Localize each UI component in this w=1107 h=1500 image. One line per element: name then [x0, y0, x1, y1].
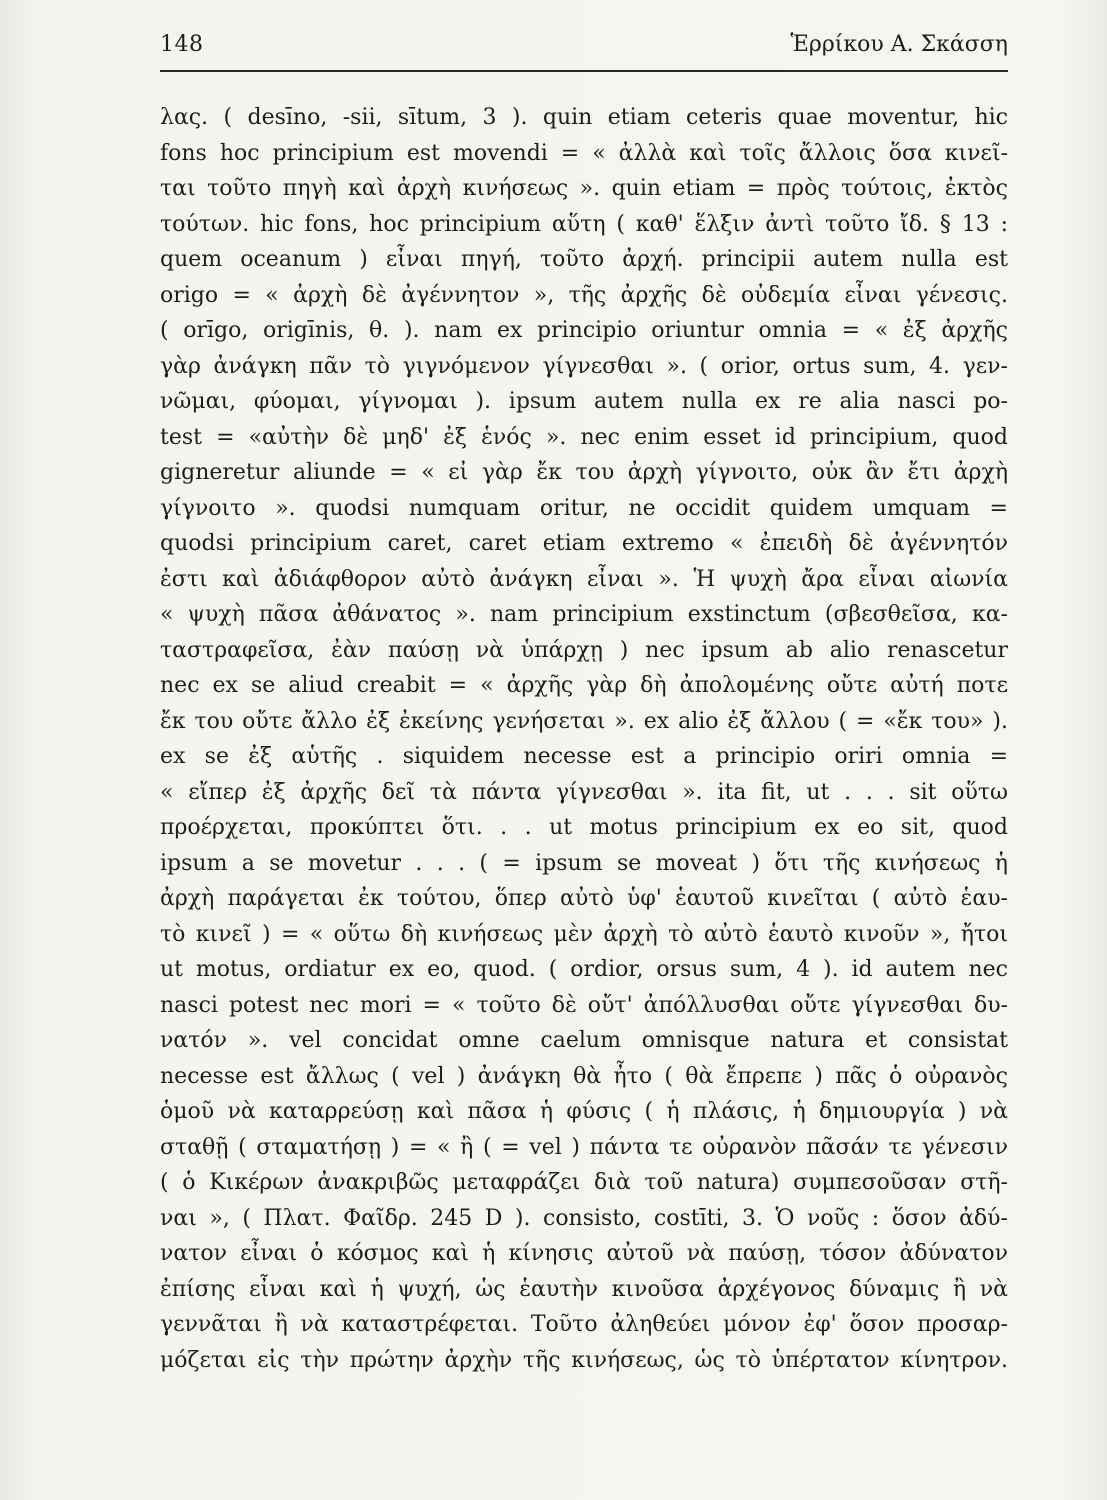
text-line: origo = « ἀρχὴ δὲ ἀγέννητον », τῆς ἀρχῆς δὲ οὐδεμία εἶναι γένεσις.	[160, 282, 1008, 308]
text-line: gigneretur aliunde = « εἰ γὰρ ἔκ του ἀρχὴ γίγνοιτο, οὐκ ἂν ἔτι ἀρχὴ	[160, 460, 1008, 485]
text-line: ναι », ( Πλατ. Φαῖδρ. 245 D ). consisto, costīti, 3. Ὁ νοῦς : ὅσον ἀδύ-	[160, 1205, 1008, 1231]
running-head: Ἑρρίκου Α. Σκάσση	[790, 32, 1008, 57]
text-line: νατόν ». vel concidat omne caelum omnisque natura et consistat	[160, 1028, 1008, 1053]
text-line: « ψυχὴ πᾶσα ἀθάνατος ». nam principium exstinctum (σβεσθεῖσα, κα-	[160, 602, 1008, 627]
text-line: τὸ κινεῖ ) = « οὕτω δὴ κινήσεως μὲν ἀρχὴ τὸ αὐτὸ ἑαυτὸ κινοῦν », ἤτοι	[160, 921, 1008, 947]
text-line: ὁμοῦ νὰ καταρρεύσῃ καὶ πᾶσα ἡ φύσις ( ἡ πλάσις, ἡ δημιουργία ) νὰ	[160, 1099, 1008, 1124]
text-line: fons hoc principium est movendi = « ἀλλὰ καὶ τοῖς ἄλλοις ὅσα κινεῖ-	[160, 140, 1008, 166]
text-line: ταστραφεῖσα, ἐὰν παύσῃ νὰ ὑπάρχῃ ) nec ipsum ab alio renascetur	[160, 637, 1008, 663]
text-line: ἔκ του οὔτε ἄλλο ἐξ ἐκείνης γενήσεται ». ex alio ἐξ ἄλλου ( = «ἔκ του» ).	[160, 708, 1008, 734]
text-line: ( ὁ Κικέρων ἀνακριβῶς μεταφράζει διὰ τοῦ natura) συμπεσοῦσαν στῆ-	[160, 1170, 1008, 1195]
text-line: test = «αὐτὴν δὲ μηδ' ἐξ ἑνός ». nec enim esset id principium, quod	[160, 424, 1008, 450]
text-line: γὰρ ἀνάγκη πᾶν τὸ γιγνόμενον γίγνεσθαι ». ( orior, ortus sum, 4. γεν-	[160, 353, 1008, 379]
text-line: ται τοῦτο πηγὴ καὶ ἀρχὴ κινήσεως ». quin etiam = πρὸς τούτοις, ἐκτὸς	[160, 176, 1008, 201]
text-line: νῶμαι, φύομαι, γίγνομαι ). ipsum autem nulla ex re alia nasci po-	[160, 389, 1008, 414]
page-number: 148	[160, 32, 204, 57]
page-header	[160, 28, 1008, 68]
text-line: necesse est ἄλλως ( vel ) ἀνάγκη θὰ ἦτο ( θὰ ἔπρεπε ) πᾶς ὁ οὐρανὸς	[160, 1063, 1008, 1089]
text-line: ( orīgo, origīnis, θ. ). nam ex principio oriuntur omnia = « ἐξ ἀρχῆς	[160, 318, 1008, 343]
text-line: μόζεται εἰς τὴν πρώτην ἀρχὴν τῆς κινήσεως, ὡς τὸ ὑπέρτατον κίνητρον.	[160, 1347, 1008, 1373]
text-line: ἐστι καὶ ἀδιάφθορον αὐτὸ ἀνάγκη εἶναι ». Ἡ ψυχὴ ἄρα εἶναι αἰωνία	[160, 566, 1008, 592]
text-line: γεννᾶται ἢ νὰ καταστρέφεται. Τοῦτο ἀληθεύει μόνον ἐφ' ὅσον προσαρ-	[160, 1312, 1008, 1337]
text-line: quodsi principium caret, caret etiam extremo « ἐπειδὴ δὲ ἀγέννητόν	[160, 531, 1008, 556]
header-rule	[160, 70, 1008, 72]
text-line: προέρχεται, προκύπτει ὅτι. . . ut motus principium ex eo sit, quod	[160, 815, 1008, 840]
text-line: ἀρχὴ παράγεται ἐκ τούτου, ὅπερ αὐτὸ ὑφ' ἑαυτοῦ κινεῖται ( αὐτὸ ἑαυ-	[160, 886, 1008, 911]
text-line: « εἴπερ ἐξ ἀρχῆς δεῖ τὰ πάντα γίγνεσθαι ». ita fit, ut . . . sit οὕτω	[160, 779, 1008, 805]
text-line: τούτων. hic fons, hoc principium αὕτη ( καθ' ἕλξιν ἀντὶ τοῦτο ἴδ. § 13 :	[160, 211, 1008, 237]
text-line: ut motus, ordiatur ex eo, quod. ( ordior, orsus sum, 4 ). id autem nec	[160, 957, 1008, 982]
text-line: λας. ( desīno, -sii, sītum, 3 ). quin etiam ceteris quae moventur, hic	[160, 105, 1008, 130]
text-line: γίγνοιτο ». quodsi numquam oritur, ne occidit quidem umquam =	[160, 495, 1008, 521]
text-line: nasci potest nec mori = « τοῦτο δὲ οὔτ' ἀπόλλυσθαι οὔτε γίγνεσθαι δυ-	[160, 992, 1008, 1018]
text-line: nec ex se aliud creabit = « ἀρχῆς γὰρ δὴ ἀπολομένης οὔτε αὐτή ποτε	[160, 673, 1008, 698]
text-line: quem oceanum ) εἶναι πηγή, τοῦτο ἀρχή. principii autem nulla est	[160, 247, 1008, 272]
text-line: ipsum a se movetur . . . ( = ipsum se moveat ) ὅτι τῆς κινήσεως ἡ	[160, 850, 1008, 876]
text-line: ex se ἐξ αὑτῆς . siquidem necesse est a principio oriri omnia =	[160, 744, 1008, 769]
text-line: σταθῇ ( σταματήσῃ ) = « ἢ ( = vel ) πάντα τε οὐρανὸν πᾶσάν τε γένεσιν	[160, 1134, 1008, 1160]
text-line: νατον εἶναι ὁ κόσμος καὶ ἡ κίνησις αὐτοῦ νὰ παύσῃ, τόσον ἀδύνατον	[160, 1241, 1008, 1266]
text-line: ἐπίσης εἶναι καὶ ἡ ψυχή, ὡς ἑαυτὴν κινοῦσα ἀρχέγονος δύναμις ἢ νὰ	[160, 1276, 1008, 1302]
commentary-text	[160, 100, 1008, 1378]
